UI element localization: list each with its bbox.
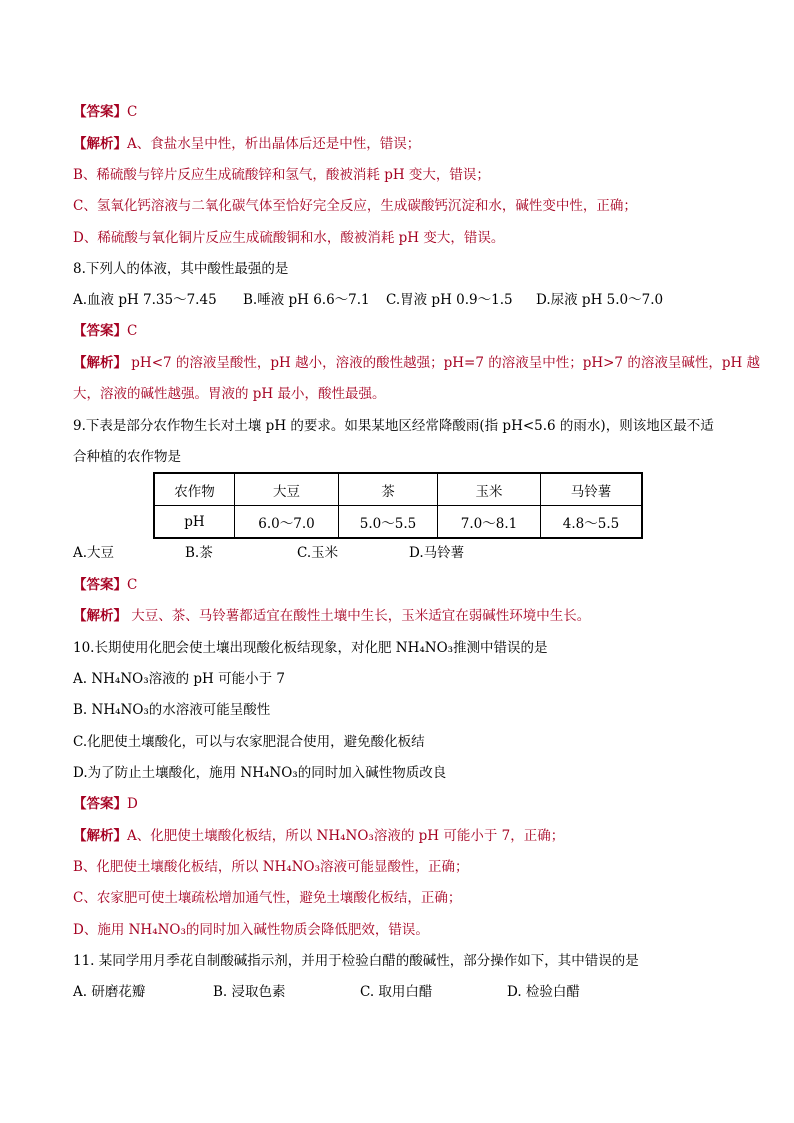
q10-option-d: D.为了防止土壤酸化，施用 NH₄NO₃的同时加入碱性物质改良 — [73, 765, 447, 781]
q8-stem: 8.下列人的体液，其中酸性最强的是 — [73, 261, 289, 277]
answer-tag: 【答案】 — [73, 104, 127, 120]
q9-option-d: D.马铃薯 — [409, 545, 465, 561]
q11-option-c: C. 取用白醋 — [360, 984, 433, 1000]
answer-value: C — [127, 323, 138, 339]
crop-ph-table — [153, 472, 643, 539]
q10-stem: 10.长期使用化肥会使土壤出现酸化板结现象，对化肥 NH₄NO₃推测中错误的是 — [73, 640, 548, 656]
q9-answer — [73, 575, 723, 595]
table-row — [154, 506, 642, 539]
q11-option-a: A. 研磨花瓣 — [73, 984, 146, 1000]
q11-options — [73, 982, 723, 1002]
answer-value: D — [127, 796, 138, 812]
table-cell: pH — [154, 506, 235, 539]
table-cell: 马铃薯 — [541, 473, 643, 506]
analysis-tag: 【解析】 — [73, 355, 127, 371]
q8-option-b: B.唾液 pH 6.6～7.1 — [243, 292, 370, 308]
q9-stem-line: 合种植的农作物是 — [73, 449, 181, 465]
table-cell: 茶 — [339, 473, 438, 506]
q7-analysis-line — [73, 134, 723, 154]
q9-options — [73, 543, 723, 563]
q9-option-a: A.大豆 — [73, 545, 115, 561]
answer-tag: 【答案】 — [73, 323, 127, 339]
q7-answer — [73, 102, 723, 122]
q8-options — [73, 290, 723, 310]
analysis-text: pH<7 的溶液呈酸性，pH 越小，溶液的酸性越强；pH=7 的溶液呈中性；pH>7 的溶液呈碱性，pH 越 — [127, 355, 761, 371]
q9-analysis-line — [73, 606, 723, 626]
q11-option-d: D. 检验白醋 — [507, 984, 580, 1000]
q10-option-a: A. NH₄NO₃溶液的 pH 可能小于 7 — [73, 671, 285, 687]
q10-analysis-line: D、施用 NH₄NO₃的同时加入碱性物质会降低肥效，错误。 — [73, 922, 429, 938]
q10-option-c: C.化肥使土壤酸化，可以与农家肥混合使用，避免酸化板结 — [73, 734, 425, 750]
analysis-text: A、食盐水呈中性，析出晶体后还是中性，错误； — [127, 136, 421, 152]
q9-stem-line: 9.下表是部分农作物生长对土壤 pH 的要求。如果某地区经常降酸雨(指 pH<5.6 的雨水)，则该地区最不适 — [73, 418, 714, 434]
table-header-row — [154, 473, 642, 506]
table-cell: 4.8～5.5 — [541, 506, 643, 539]
q11-option-b: B. 浸取色素 — [213, 984, 286, 1000]
table-cell: 7.0～8.1 — [438, 506, 541, 539]
answer-value: C — [127, 577, 138, 593]
answer-tag: 【答案】 — [73, 577, 127, 593]
q8-analysis-line: 大，溶液的碱性越强。胃液的 pH 最小，酸性最强。 — [73, 386, 386, 402]
q8-option-d: D.尿液 pH 5.0～7.0 — [536, 292, 664, 308]
q11-stem: 11. 某同学用月季花自制酸碱指示剂，并用于检验白醋的酸碱性，部分操作如下，其中错误的是 — [73, 953, 639, 969]
analysis-tag: 【解析】 — [73, 136, 127, 152]
analysis-tag: 【解析】 — [73, 828, 127, 844]
answer-tag: 【答案】 — [73, 796, 127, 812]
q10-analysis-line — [73, 826, 723, 846]
q8-option-c: C.胃液 pH 0.9～1.5 — [386, 292, 513, 308]
q10-analysis-line: C、农家肥可使土壤疏松增加通气性，避免土壤酸化板结，正确； — [73, 890, 462, 906]
analysis-text: A、化肥使土壤酸化板结，所以 NH₄NO₃溶液的 pH 可能小于 7，正确； — [127, 828, 565, 844]
table-cell: 玉米 — [438, 473, 541, 506]
q7-analysis-line: B、稀硫酸与锌片反应生成硫酸锌和氢气，酸被消耗 pH 变大，错误； — [73, 167, 490, 183]
analysis-text: 大豆、茶、马铃薯都适宜在酸性土壤中生长，玉米适宜在弱碱性环境中生长。 — [127, 608, 591, 624]
q8-answer — [73, 321, 723, 341]
table-cell: 农作物 — [154, 473, 235, 506]
q8-option-a: A.血液 pH 7.35～7.45 — [73, 292, 217, 308]
q7-analysis-line: C、氢氧化钙溶液与二氧化碳气体至恰好完全反应，生成碳酸钙沉淀和水，碱性变中性，正确； — [73, 198, 637, 214]
table-cell: 6.0～7.0 — [235, 506, 339, 539]
table-cell: 大豆 — [235, 473, 339, 506]
q9-option-c: C.玉米 — [297, 545, 339, 561]
table-cell: 5.0～5.5 — [339, 506, 438, 539]
q8-analysis-line — [73, 353, 761, 373]
q7-analysis-line: D、稀硫酸与氧化铜片反应生成硫酸铜和水，酸被消耗 pH 变大，错误。 — [73, 230, 505, 246]
q10-option-b: B. NH₄NO₃的水溶液可能呈酸性 — [73, 702, 271, 718]
analysis-tag: 【解析】 — [73, 608, 127, 624]
answer-value: C — [127, 104, 138, 120]
q10-analysis-line: B、化肥使土壤酸化板结，所以 NH₄NO₃溶液可能显酸性，正确； — [73, 859, 469, 875]
q10-answer — [73, 794, 723, 814]
q9-option-b: B.茶 — [185, 545, 213, 561]
